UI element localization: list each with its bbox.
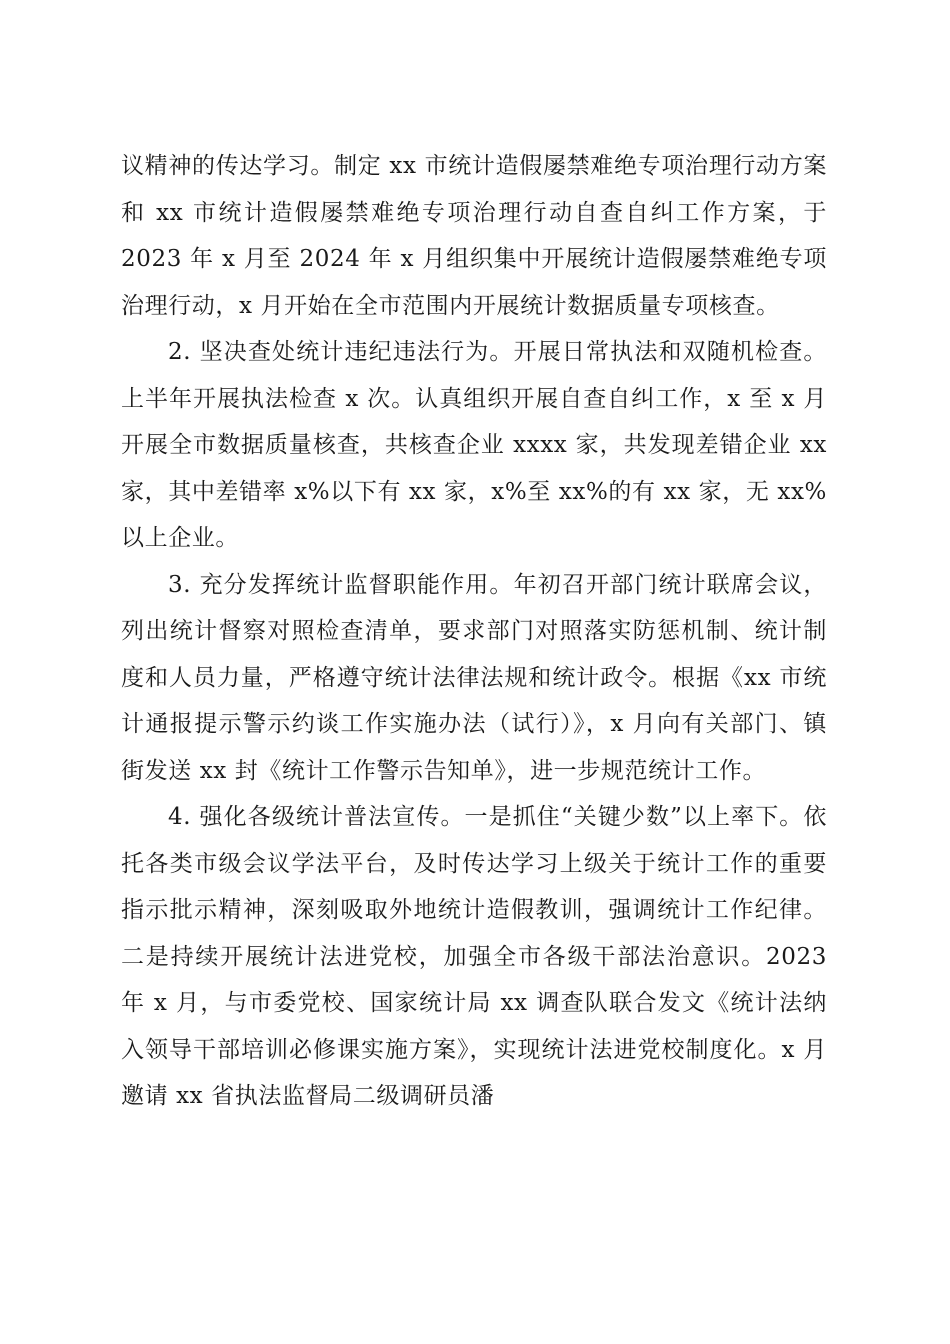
paragraph-item-3: 3. 充分发挥统计监督职能作用。年初召开部门统计联席会议，列出统计督察对照检查清单，要求部门对照落实防惩机制、统计制度和人员力量，严格遵守统计法律法规和统计政令。根据《xx 市统计通报提示警示约谈工作实施办法（试行）》，x 月向有关部门、镇街发送 xx 封《统计工作警示告知单》，进一步规范统计工作。 bbox=[121, 571, 827, 784]
paragraph-item-4: 4. 强化各级统计普法宣传。一是抓住“关键少数”以上率下。依托各类市级会议学法平台，及时传达学习上级关于统计工作的重要指示批示精神，深刻吸取外地统计造假教训，强调统计工作纪律。二是持续开展统计法进党校，加强全市各级干部法治意识。2023 年 x 月，与市委党校、国家统计局 xx 调查队联合发文《统计法纳入领导干部培训必修课实施方案》，实现统计法进党校制度化。x 月邀请 xx 省执法监督局二级调研员潘 bbox=[121, 804, 827, 1109]
document-body bbox=[121, 143, 827, 1120]
paragraph-continuation: 议精神的传达学习。制定 xx 市统计造假屡禁难绝专项治理行动方案和 xx 市统计造假屡禁难绝专项治理行动自查自纠工作方案，于 2023 年 x 月至 2024 年 x 月组织集中开展统计造假屡禁难绝专项治理行动，x 月开始在全市范围内开展统计数据质量专项核查。 bbox=[121, 153, 827, 319]
paragraph-item-2: 2. 坚决查处统计违纪违法行为。开展日常执法和双随机检查。上半年开展执法检查 x 次。认真组织开展自查自纠工作，x 至 x 月开展全市数据质量核查，共核查企业 xxxx 家，共发现差错企业 xx 家，其中差错率 x%以下有 xx 家，x%至 xx%的有 xx 家，无 xx%以上企业。 bbox=[121, 339, 827, 551]
